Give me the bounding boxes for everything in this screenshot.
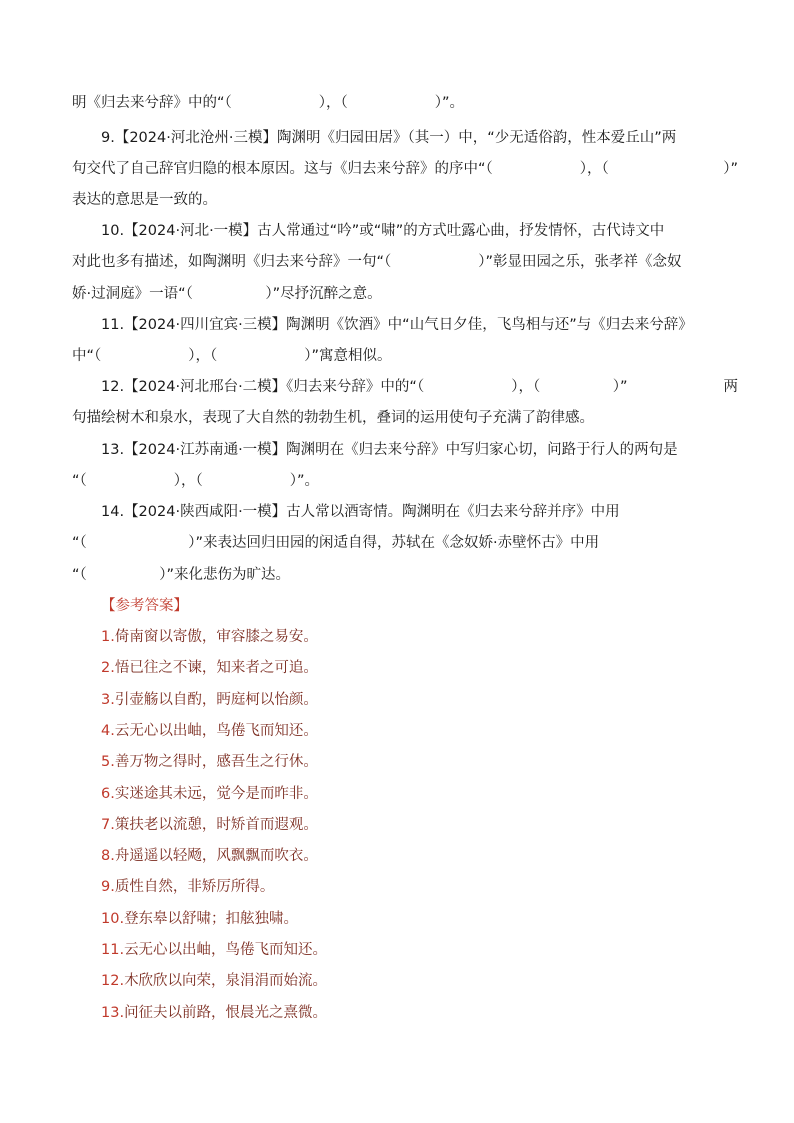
answer-number: 10. bbox=[101, 911, 125, 927]
question-9-line-1: 9.【2024·河北沧州·三模】陶渊明《归园田居》（其一）中，“少无适俗韵，性本爱丘山”两 bbox=[101, 130, 677, 146]
answer-text: 实迷途其未远，觉今是而昨非。 bbox=[114, 786, 318, 802]
answer-text: 云无心以出岫，鸟倦飞而知还。 bbox=[114, 723, 318, 739]
answer-item bbox=[101, 940, 327, 960]
answer-text: 登东皋以舒啸；扣舷独啸。 bbox=[124, 911, 299, 927]
answer-item bbox=[101, 909, 298, 929]
answer-item bbox=[101, 846, 318, 866]
question-11-line-1: 11.【2024·四川宜宾·三模】陶渊明《饮酒》中“山气日夕佳，飞鸟相与还”与《归去来兮辞》 bbox=[101, 317, 693, 333]
answer-item bbox=[101, 1003, 327, 1023]
answer-item bbox=[101, 877, 274, 897]
question-10-line-1: 10.【2024·河北·一模】古人常通过“吟”或“啸”的方式吐露心曲，抒发情怀，古代诗文中 bbox=[101, 223, 665, 239]
question-12-line-1-left: 12.【2024·河北邢台·二模】《归去来兮辞》中的“（ ），（ ）” bbox=[101, 379, 628, 395]
answer-number: 11. bbox=[101, 942, 125, 958]
question-10-line-2: 对此也多有描述，如陶渊明《归去来兮辞》一句“（ ）”彰显田园之乐，张孝祥《念奴 bbox=[72, 254, 682, 270]
answer-heading: 【参考答案】 bbox=[101, 598, 188, 614]
question-11-line-2: 中“（ ），（ ）”寓意相似。 bbox=[72, 348, 392, 364]
answer-number: 1. bbox=[101, 629, 115, 645]
answer-number: 5. bbox=[101, 754, 115, 770]
answer-item bbox=[101, 658, 318, 678]
question-8-tail: 明《归去来兮辞》中的“（ ），（ ）”。 bbox=[72, 95, 465, 111]
answer-text: 问征夫以前路，恨晨光之熹微。 bbox=[124, 1005, 328, 1021]
answer-item bbox=[101, 971, 327, 991]
answer-number: 7. bbox=[101, 817, 115, 833]
answer-text: 云无心以出岫，鸟倦飞而知还。 bbox=[124, 942, 328, 958]
question-9-line-2 bbox=[72, 159, 738, 179]
answer-item bbox=[101, 690, 318, 710]
question-9-line-2-left: 句交代了自己辞官归隐的根本原因。这与《归去来兮辞》的序中“（ ），（ bbox=[72, 161, 609, 177]
question-14-line-3: “（ ）”来化悲伤为旷达。 bbox=[72, 567, 291, 583]
answer-text: 舟遥遥以轻飏，风飘飘而吹衣。 bbox=[114, 848, 318, 864]
answer-text: 倚南窗以寄傲，审容膝之易安。 bbox=[114, 629, 318, 645]
answer-number: 13. bbox=[101, 1005, 125, 1021]
answer-item bbox=[101, 784, 318, 804]
answer-number: 4. bbox=[101, 723, 115, 739]
answer-number: 6. bbox=[101, 786, 115, 802]
answer-text: 策扶老以流憩，时矫首而遐观。 bbox=[114, 817, 318, 833]
answer-text: 质性自然，非矫厉所得。 bbox=[114, 879, 275, 895]
question-9-line-2-right: ）” bbox=[665, 161, 738, 177]
answer-number: 8. bbox=[101, 848, 115, 864]
answer-number: 9. bbox=[101, 879, 115, 895]
answer-item bbox=[101, 752, 318, 772]
question-13-line-2: “（ ），（ ）”。 bbox=[72, 473, 320, 489]
question-12-line-1-right: 两 bbox=[723, 379, 738, 395]
answer-number: 12. bbox=[101, 973, 125, 989]
answer-item bbox=[101, 721, 318, 741]
answer-text: 悟已往之不谏，知来者之可追。 bbox=[114, 660, 318, 676]
answer-item bbox=[101, 627, 318, 647]
answer-number: 3. bbox=[101, 692, 115, 708]
question-14-line-2: “（ ）”来表达回归田园的闲适自得，苏轼在《念奴娇·赤壁怀古》中用 bbox=[72, 535, 600, 551]
answer-text: 引壶觞以自酌，眄庭柯以怡颜。 bbox=[114, 692, 318, 708]
answer-item bbox=[101, 815, 318, 835]
answer-text: 善万物之得时，感吾生之行休。 bbox=[114, 754, 318, 770]
question-12-line-1 bbox=[101, 377, 738, 397]
answer-text: 木欣欣以向荣，泉涓涓而始流。 bbox=[124, 973, 328, 989]
answer-number: 2. bbox=[101, 660, 115, 676]
question-9-line-3: 表达的意思是一致的。 bbox=[72, 192, 217, 208]
question-14-line-1: 14.【2024·陕西咸阳·一模】古人常以酒寄情。陶渊明在《归去来兮辞并序》中用 bbox=[101, 504, 620, 520]
question-10-line-3: 娇·过洞庭》一语“（ ）”尽抒沉醉之意。 bbox=[72, 286, 382, 302]
question-12-line-2: 句描绘树木和泉水，表现了大自然的勃勃生机，叠词的运用使句子充满了韵律感。 bbox=[72, 410, 594, 426]
question-13-line-1: 13.【2024·江苏南通·一模】陶渊明在《归去来兮辞》中写归家心切，问路于行人的两句是 bbox=[101, 442, 678, 458]
